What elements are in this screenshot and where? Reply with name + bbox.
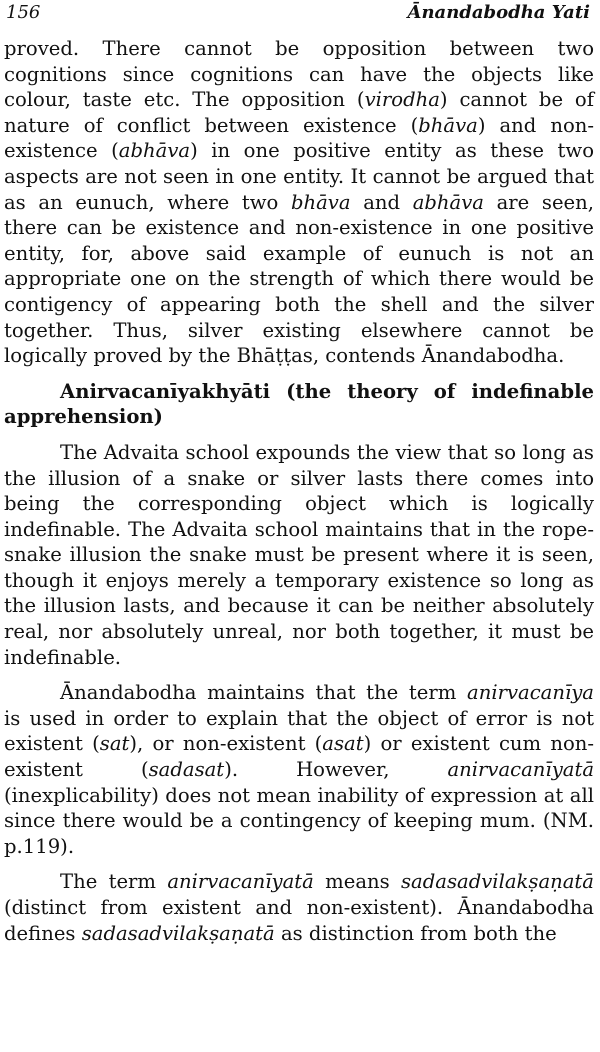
paragraph-3: Ānandabodha maintains that the term anirvacanīya is used in order to explain that the object of error is not existent (sat), or non-existent (asat) or existent cum non-existent (sadasat). However, anirvacanīyatā (inexplicability) does not mean inability of expression at all since there would be a contingency of keeping mum. (NM. p.119). <box>4 681 595 858</box>
running-header <box>4 0 594 36</box>
paragraph-2: The Advaita school expounds the view that so long as the illusion of a snake or silver lasts there comes into being the corresponding object which is logically indefinable. The Advaita school maintains that in the rope-snake illusion the snake must be present where it is seen, though it enjoys merely a temporary existence so long as the illusion lasts, and because it can be neither absolutely real, nor absolutely unreal, nor both together, it must be indefinable. <box>4 440 594 669</box>
page-number: 156 <box>6 2 41 23</box>
running-title: Ānandabodha Yati <box>407 2 590 23</box>
paragraph-1: proved. There cannot be opposition between two cognitions since cognitions can have the objects like colour, taste etc. The opposition (virodha) cannot be of nature of conflict between existence (bhāva) and non-existence (abhāva) in one positive entity as these two aspects are not seen in one entity. It cannot be argued that as an eunuch, where two bhāva and abhāva are seen, there can be existence and non-existence in one positive entity, for, above said example of eunuch is not an appropriate one on the strength of which there would be contigency of appearing both the shell and the silver together. Thus, silver existing elsewhere cannot be logically proved by the Bhāṭṭas, contends Ānandabodha. <box>4 37 594 368</box>
section-heading: Anirvacanīyakhyāti (the theory of indefinable apprehension) <box>4 379 594 429</box>
paragraph-4: The term anirvacanīyatā means sadasadvilakṣaṇatā (distinct from existent and non-existent). Ānandabodha defines sadasadvilakṣaṇatā as distinction from both the <box>4 870 594 945</box>
